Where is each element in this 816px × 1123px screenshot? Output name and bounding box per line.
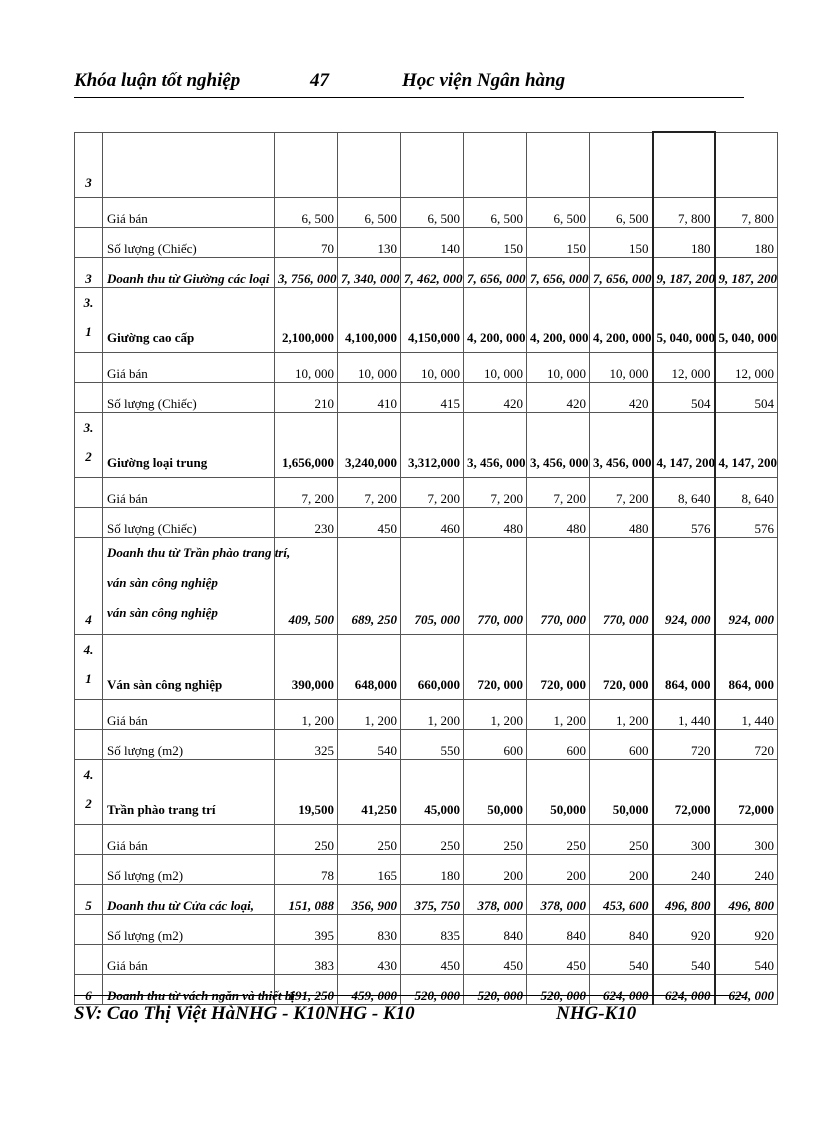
value-cell: 180 (401, 855, 464, 885)
value-cell: 240 (715, 855, 778, 885)
value-cell: 7, 656, 000 (527, 258, 590, 288)
table-row (75, 538, 778, 635)
value-cell: 6, 500 (464, 198, 527, 228)
value-cell: 5, 040, 000 (715, 288, 778, 353)
row-index (75, 730, 103, 760)
row-index (75, 288, 103, 353)
value-cell: 150 (527, 228, 590, 258)
table-row (75, 700, 778, 730)
value-cell (590, 132, 653, 198)
table-row (75, 975, 778, 1005)
value-cell: 8, 640 (715, 478, 778, 508)
row-label: Giường cao cấp (103, 288, 275, 353)
value-cell: 3,240,000 (338, 413, 401, 478)
value-cell: 864, 000 (653, 635, 715, 700)
value-cell: 230 (275, 508, 338, 538)
row-index (75, 353, 103, 383)
value-cell: 325 (275, 730, 338, 760)
value-cell: 7, 462, 000 (401, 258, 464, 288)
row-label-line: ván sàn công nghiệp (107, 605, 218, 620)
table-row (75, 508, 778, 538)
row-index-number: 1 (85, 324, 92, 339)
value-cell: 504 (715, 383, 778, 413)
value-cell: 9, 187, 200 (715, 258, 778, 288)
row-label: Trần phào trang trí (103, 760, 275, 825)
row-label-line: Doanh thu từ Trần phào trang trí, (107, 545, 291, 560)
row-label: Giá bán (103, 198, 275, 228)
value-cell: 689, 250 (338, 538, 401, 635)
value-cell: 624, 000 (715, 975, 778, 1005)
value-cell: 720 (653, 730, 715, 760)
value-cell: 1, 200 (275, 700, 338, 730)
value-cell (527, 132, 590, 198)
value-cell: 7, 340, 000 (338, 258, 401, 288)
value-cell: 720, 000 (464, 635, 527, 700)
value-cell: 1, 200 (527, 700, 590, 730)
value-cell: 4,150,000 (401, 288, 464, 353)
table-row (75, 413, 778, 478)
value-cell: 7, 656, 000 (590, 258, 653, 288)
row-index (75, 855, 103, 885)
value-cell: 520, 000 (464, 975, 527, 1005)
value-cell: 720, 000 (527, 635, 590, 700)
value-cell (464, 132, 527, 198)
value-cell: 496, 800 (653, 885, 715, 915)
value-cell: 165 (338, 855, 401, 885)
value-cell: 4, 147, 200 (715, 413, 778, 478)
value-cell: 10, 000 (401, 353, 464, 383)
row-label: Số lượng (Chiếc) (103, 228, 275, 258)
value-cell: 200 (464, 855, 527, 885)
footer-student: SV: Cao Thị Việt HàNHG - K10NHG - K10 (74, 1003, 415, 1024)
value-cell: 4, 200, 000 (590, 288, 653, 353)
header-thesis-title: Khóa luận tốt nghiệp (74, 70, 241, 91)
value-cell: 496, 800 (715, 885, 778, 915)
value-cell: 7, 200 (527, 478, 590, 508)
value-cell: 924, 000 (653, 538, 715, 635)
value-cell: 1, 440 (653, 700, 715, 730)
row-label: Doanh thu từ Cửa các loại, (103, 885, 275, 915)
value-cell: 7, 200 (338, 478, 401, 508)
value-cell: 7, 200 (401, 478, 464, 508)
value-cell: 1, 200 (401, 700, 464, 730)
header-rule (74, 97, 744, 98)
value-cell: 705, 000 (401, 538, 464, 635)
value-cell: 12, 000 (715, 353, 778, 383)
value-cell: 395 (275, 915, 338, 945)
value-cell: 660,000 (401, 635, 464, 700)
value-cell: 7, 800 (653, 198, 715, 228)
value-cell: 7, 200 (590, 478, 653, 508)
table-row (75, 228, 778, 258)
value-cell: 450 (464, 945, 527, 975)
row-index: 3 (75, 258, 103, 288)
value-cell: 150 (464, 228, 527, 258)
row-label: Giá bán (103, 478, 275, 508)
value-cell: 600 (527, 730, 590, 760)
value-cell: 453, 600 (590, 885, 653, 915)
value-cell (653, 132, 715, 198)
value-cell: 480 (590, 508, 653, 538)
table-row (75, 132, 778, 198)
value-cell: 924, 000 (715, 538, 778, 635)
value-cell: 10, 000 (464, 353, 527, 383)
value-cell: 6, 500 (275, 198, 338, 228)
value-cell: 45,000 (401, 760, 464, 825)
value-cell: 72,000 (653, 760, 715, 825)
value-cell: 250 (275, 825, 338, 855)
row-index (75, 228, 103, 258)
table-row (75, 258, 778, 288)
value-cell: 1, 200 (590, 700, 653, 730)
value-cell (401, 132, 464, 198)
row-label: Số lượng (m2) (103, 730, 275, 760)
value-cell: 150 (590, 228, 653, 258)
value-cell: 2,100,000 (275, 288, 338, 353)
value-cell: 50,000 (464, 760, 527, 825)
row-label: Doanh thu từ vách ngăn và thiết bị (103, 975, 275, 1005)
value-cell: 7, 656, 000 (464, 258, 527, 288)
value-cell: 180 (653, 228, 715, 258)
row-index (75, 635, 103, 700)
value-cell: 3,312,000 (401, 413, 464, 478)
value-cell: 550 (401, 730, 464, 760)
value-cell: 864, 000 (715, 635, 778, 700)
table-body (75, 132, 778, 1005)
row-index: 5 (75, 885, 103, 915)
value-cell: 1, 200 (338, 700, 401, 730)
table-row (75, 760, 778, 825)
value-cell: 450 (401, 945, 464, 975)
value-cell: 50,000 (590, 760, 653, 825)
table-row (75, 855, 778, 885)
row-label: Số lượng (m2) (103, 915, 275, 945)
value-cell: 375, 750 (401, 885, 464, 915)
value-cell: 480 (464, 508, 527, 538)
value-cell: 10, 000 (275, 353, 338, 383)
value-cell: 78 (275, 855, 338, 885)
value-cell: 1, 200 (464, 700, 527, 730)
value-cell: 576 (653, 508, 715, 538)
row-label: Giá bán (103, 700, 275, 730)
value-cell: 415 (401, 383, 464, 413)
value-cell: 648,000 (338, 635, 401, 700)
value-cell (338, 132, 401, 198)
footer-rule (74, 995, 744, 996)
row-index-number: 1 (85, 671, 92, 686)
table-row (75, 635, 778, 700)
value-cell: 600 (464, 730, 527, 760)
value-cell: 409, 500 (275, 538, 338, 635)
row-index (75, 383, 103, 413)
row-label: Giá bán (103, 945, 275, 975)
value-cell: 151, 088 (275, 885, 338, 915)
value-cell: 540 (653, 945, 715, 975)
row-label: Số lượng (Chiếc) (103, 508, 275, 538)
value-cell: 9, 187, 200 (653, 258, 715, 288)
value-cell: 3, 456, 000 (527, 413, 590, 478)
value-cell: 12, 000 (653, 353, 715, 383)
value-cell: 504 (653, 383, 715, 413)
value-cell: 250 (464, 825, 527, 855)
revenue-table (74, 131, 778, 1005)
value-cell: 356, 900 (338, 885, 401, 915)
row-label: Giường loại trung (103, 413, 275, 478)
value-cell: 19,500 (275, 760, 338, 825)
value-cell: 130 (338, 228, 401, 258)
value-cell: 720, 000 (590, 635, 653, 700)
value-cell: 480 (527, 508, 590, 538)
value-cell: 10, 000 (527, 353, 590, 383)
value-cell: 240 (653, 855, 715, 885)
value-cell: 3, 456, 000 (590, 413, 653, 478)
page-header (74, 70, 744, 98)
row-index: 3 (75, 132, 103, 198)
value-cell: 3, 456, 000 (464, 413, 527, 478)
table-row (75, 945, 778, 975)
value-cell: 72,000 (715, 760, 778, 825)
value-cell: 840 (527, 915, 590, 945)
value-cell: 41,250 (338, 760, 401, 825)
value-cell: 835 (401, 915, 464, 945)
row-index (75, 198, 103, 228)
value-cell: 70 (275, 228, 338, 258)
value-cell: 7, 800 (715, 198, 778, 228)
value-cell: 250 (338, 825, 401, 855)
footer-class: NHG-K10 (556, 1003, 637, 1024)
value-cell: 1, 440 (715, 700, 778, 730)
table-row (75, 353, 778, 383)
value-cell: 200 (590, 855, 653, 885)
table-row (75, 288, 778, 353)
value-cell: 4, 200, 000 (464, 288, 527, 353)
row-index-number: 2 (85, 796, 92, 811)
value-cell: 5, 040, 000 (653, 288, 715, 353)
value-cell: 140 (401, 228, 464, 258)
table-row (75, 885, 778, 915)
value-cell: 390,000 (275, 635, 338, 700)
value-cell: 250 (401, 825, 464, 855)
value-cell: 383 (275, 945, 338, 975)
value-cell: 250 (590, 825, 653, 855)
value-cell: 540 (715, 945, 778, 975)
table-row (75, 915, 778, 945)
value-cell: 624, 000 (590, 975, 653, 1005)
value-cell: 7, 200 (464, 478, 527, 508)
table-row (75, 825, 778, 855)
value-cell: 430 (338, 945, 401, 975)
row-index (75, 508, 103, 538)
row-index-prefix: 3. (83, 420, 94, 435)
value-cell: 378, 000 (527, 885, 590, 915)
value-cell: 180 (715, 228, 778, 258)
row-index (75, 945, 103, 975)
value-cell: 830 (338, 915, 401, 945)
value-cell: 6, 500 (338, 198, 401, 228)
value-cell: 540 (590, 945, 653, 975)
value-cell: 420 (590, 383, 653, 413)
row-index-number: 2 (85, 449, 92, 464)
value-cell: 520, 000 (527, 975, 590, 1005)
table-row (75, 730, 778, 760)
value-cell: 50,000 (527, 760, 590, 825)
value-cell: 7, 200 (275, 478, 338, 508)
value-cell: 450 (338, 508, 401, 538)
value-cell: 6, 500 (590, 198, 653, 228)
header-institution: Học viện Ngân hàng (402, 70, 566, 91)
value-cell: 576 (715, 508, 778, 538)
row-index: 4 (75, 538, 103, 635)
value-cell (715, 132, 778, 198)
header-page-number: 47 (310, 70, 329, 91)
value-cell: 420 (527, 383, 590, 413)
row-index (75, 478, 103, 508)
value-cell: 6, 500 (527, 198, 590, 228)
value-cell: 420 (464, 383, 527, 413)
value-cell: 460 (401, 508, 464, 538)
row-index (75, 915, 103, 945)
row-index (75, 760, 103, 825)
row-label (103, 132, 275, 198)
value-cell: 770, 000 (527, 538, 590, 635)
row-label: Doanh thu từ Giường các loại (103, 258, 275, 288)
value-cell: 6, 500 (401, 198, 464, 228)
value-cell: 4,100,000 (338, 288, 401, 353)
value-cell: 459, 000 (338, 975, 401, 1005)
row-index: 6 (75, 975, 103, 1005)
value-cell: 3, 756, 000 (275, 258, 338, 288)
value-cell: 770, 000 (590, 538, 653, 635)
row-label: Giá bán (103, 353, 275, 383)
value-cell: 210 (275, 383, 338, 413)
page-footer (74, 1003, 744, 1031)
row-index-prefix: 3. (83, 295, 94, 310)
row-index-prefix: 4. (83, 767, 94, 782)
value-cell: 300 (653, 825, 715, 855)
row-label: Ván sàn công nghiệp (103, 635, 275, 700)
value-cell: 4, 147, 200 (653, 413, 715, 478)
row-index (75, 825, 103, 855)
value-cell: 840 (464, 915, 527, 945)
value-cell: 1,656,000 (275, 413, 338, 478)
table-row (75, 198, 778, 228)
table-row (75, 478, 778, 508)
row-label (103, 538, 291, 635)
value-cell: 10, 000 (338, 353, 401, 383)
row-label-line: ván sàn công nghiệp (107, 575, 218, 590)
value-cell: 4, 200, 000 (527, 288, 590, 353)
value-cell: 600 (590, 730, 653, 760)
value-cell: 720 (715, 730, 778, 760)
table-row (75, 383, 778, 413)
value-cell: 8, 640 (653, 478, 715, 508)
value-cell: 840 (590, 915, 653, 945)
value-cell: 200 (527, 855, 590, 885)
value-cell: 450 (527, 945, 590, 975)
value-cell: 920 (715, 915, 778, 945)
value-cell: 300 (715, 825, 778, 855)
value-cell (275, 132, 338, 198)
value-cell: 540 (338, 730, 401, 760)
value-cell: 250 (527, 825, 590, 855)
value-cell: 10, 000 (590, 353, 653, 383)
value-cell: 770, 000 (464, 538, 527, 635)
row-label: Số lượng (Chiếc) (103, 383, 275, 413)
value-cell: 191, 250 (275, 975, 338, 1005)
value-cell: 624, 000 (653, 975, 715, 1005)
row-index-prefix: 4. (83, 642, 94, 657)
row-label: Số lượng (m2) (103, 855, 275, 885)
row-index (75, 413, 103, 478)
value-cell: 920 (653, 915, 715, 945)
row-label: Giá bán (103, 825, 275, 855)
value-cell: 520, 000 (401, 975, 464, 1005)
value-cell: 410 (338, 383, 401, 413)
row-index (75, 700, 103, 730)
value-cell: 378, 000 (464, 885, 527, 915)
